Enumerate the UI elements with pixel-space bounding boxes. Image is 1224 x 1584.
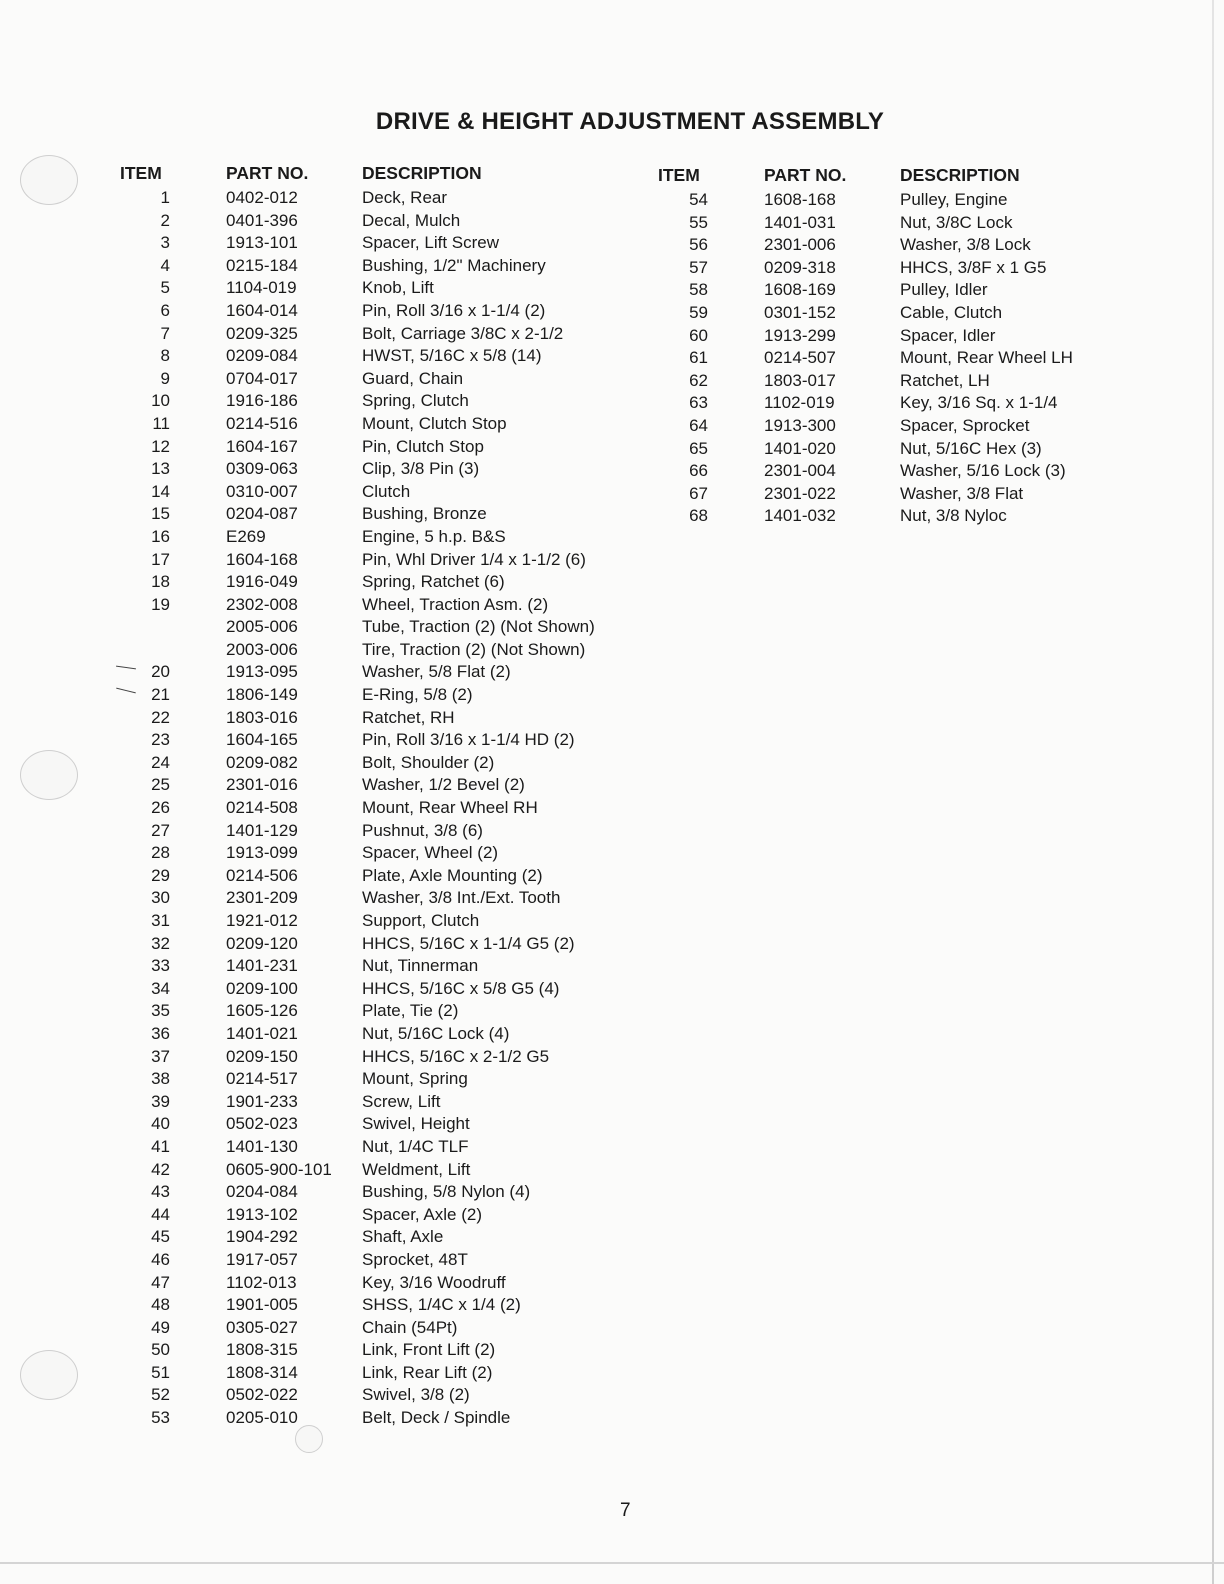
part-number: 1913-099 [226, 843, 298, 863]
table-row [120, 955, 652, 978]
table-row [120, 1272, 652, 1295]
part-number: 2003-006 [226, 639, 298, 659]
item-number: 43 [151, 1182, 170, 1202]
item-number: 26 [151, 798, 170, 818]
part-description: Key, 3/16 Sq. x 1-1/4 [900, 393, 1058, 413]
item-number: 5 [160, 278, 170, 298]
part-number: 1803-016 [226, 707, 298, 727]
part-description: Plate, Axle Mounting (2) [362, 865, 543, 885]
part-description: Nut, 3/8C Lock [900, 212, 1013, 232]
table-row [120, 1000, 652, 1023]
part-number: 1605-126 [226, 1001, 298, 1021]
table-row [658, 189, 1190, 212]
item-number: 50 [151, 1340, 170, 1360]
item-number: 17 [151, 549, 170, 569]
table-row [658, 347, 1190, 370]
page-edge [0, 1562, 1224, 1564]
item-number: 14 [151, 481, 170, 501]
table-row [120, 978, 652, 1001]
part-number: 1913-101 [226, 233, 298, 253]
table-row [120, 1249, 652, 1272]
table-row [658, 325, 1190, 348]
part-description: Tube, Traction (2) (Not Shown) [362, 617, 595, 637]
part-description: Swivel, Height [362, 1114, 470, 1134]
part-number: 1921-012 [226, 911, 298, 930]
part-number: 1604-165 [226, 730, 298, 750]
part-number: 1401-130 [226, 1136, 298, 1156]
part-description: Nut, 5/16C Lock (4) [362, 1023, 510, 1043]
table-row [120, 707, 652, 730]
table-row [658, 279, 1190, 302]
item-number: 19 [151, 594, 170, 614]
part-description: Weldment, Lift [362, 1159, 471, 1179]
part-number: 1608-168 [764, 190, 836, 209]
item-number: 8 [160, 346, 170, 366]
part-description: Screw, Lift [362, 1091, 441, 1111]
item-number: 44 [151, 1204, 170, 1224]
table-row [120, 526, 652, 549]
item-number: 37 [151, 1046, 170, 1066]
part-description: Chain (54Pt) [362, 1317, 458, 1337]
punch-hole [20, 155, 78, 205]
part-number: 0209-082 [226, 752, 298, 772]
part-description: Pin, Clutch Stop [362, 436, 484, 456]
part-no-header: PART NO. [226, 163, 309, 183]
part-number: 1104-019 [226, 278, 297, 298]
item-number [120, 616, 226, 639]
item-number: 11 [152, 413, 170, 433]
item-number: 47 [151, 1272, 170, 1292]
item-number: 13 [151, 459, 170, 479]
table-row [658, 438, 1190, 461]
part-number: 0502-023 [226, 1114, 298, 1134]
part-description: Swivel, 3/8 (2) [362, 1385, 470, 1405]
part-description: Clutch [362, 481, 411, 501]
item-number: 25 [151, 775, 170, 795]
table-row [120, 481, 652, 504]
part-description: Mount, Rear Wheel LH [900, 348, 1073, 368]
part-number: 2005-006 [226, 617, 298, 637]
part-number: 0704-017 [226, 368, 298, 388]
part-number: 0209-100 [226, 978, 298, 998]
description-header: DESCRIPTION [900, 165, 1020, 185]
item-number: 52 [151, 1385, 170, 1405]
table-row [120, 323, 652, 346]
part-description: HHCS, 5/16C x 1-1/4 G5 (2) [362, 933, 575, 953]
table-row [120, 187, 652, 210]
item-number: 20 [151, 662, 170, 682]
item-number: 54 [689, 190, 708, 209]
item-header: ITEM [658, 165, 700, 185]
part-number: 1102-013 [226, 1272, 297, 1292]
part-number: 0214-507 [764, 348, 836, 368]
part-description: Bolt, Shoulder (2) [362, 752, 495, 772]
part-description: Key, 3/16 Woodruff [362, 1272, 506, 1292]
description-header: DESCRIPTION [362, 163, 482, 183]
part-description: Bolt, Carriage 3/8C x 2-1/2 [362, 323, 564, 343]
item-number: 60 [689, 325, 708, 345]
part-number: 1401-020 [764, 438, 836, 458]
part-number: 1913-095 [226, 662, 298, 682]
table-row [120, 1068, 652, 1091]
table-row [120, 887, 652, 910]
table-row [120, 436, 652, 459]
part-description: Spring, Clutch [362, 391, 469, 411]
item-number: 6 [160, 300, 170, 320]
part-number: 1913-299 [764, 325, 836, 345]
part-description: Belt, Deck / Spindle [362, 1408, 511, 1428]
part-number: 0209-150 [226, 1046, 298, 1066]
item-number: 53 [151, 1408, 170, 1428]
part-number: 0214-516 [226, 413, 298, 433]
item-number: 48 [151, 1295, 170, 1315]
table-row [120, 503, 652, 526]
table-row [120, 1181, 652, 1204]
part-description: Spacer, Wheel (2) [362, 843, 499, 863]
item-number: 40 [151, 1114, 170, 1134]
table-row [120, 210, 652, 233]
page-title: DRIVE & HEIGHT ADJUSTMENT ASSEMBLY [375, 108, 885, 135]
table-row [120, 413, 652, 436]
table-row [120, 300, 652, 323]
table-row [120, 255, 652, 278]
part-description: Bushing, 1/2" Machinery [362, 255, 546, 275]
part-number: 1604-167 [226, 436, 298, 456]
part-number: 0215-184 [226, 255, 298, 275]
part-number: E269 [226, 526, 266, 546]
table-row [120, 1384, 652, 1407]
item-number: 45 [151, 1227, 170, 1247]
part-number: 0209-318 [764, 257, 836, 277]
part-number: 0205-010 [226, 1408, 298, 1428]
table-row [120, 729, 652, 752]
table-row [658, 302, 1190, 325]
part-number: 1806-149 [226, 685, 298, 705]
part-description: HHCS, 5/16C x 2-1/2 G5 [362, 1046, 550, 1066]
table-row [120, 1136, 652, 1159]
part-number: 0204-084 [226, 1182, 298, 1202]
item-number: 1 [160, 188, 170, 207]
table-row [120, 1113, 652, 1136]
part-number: 1401-031 [764, 212, 836, 232]
page-edge [1212, 0, 1214, 1584]
item-number: 10 [151, 391, 170, 411]
punch-hole [20, 750, 78, 800]
part-number: 1608-169 [764, 280, 836, 300]
part-description: Pin, Whl Driver 1/4 x 1-1/2 (6) [362, 549, 586, 569]
item-number: 67 [689, 483, 708, 503]
table-row [120, 774, 652, 797]
part-description: Deck, Rear [362, 188, 448, 207]
punch-hole [20, 1350, 78, 1400]
part-description: Spacer, Idler [900, 325, 996, 345]
part-description: Wheel, Traction Asm. (2) [362, 594, 549, 614]
item-number: 66 [689, 461, 708, 481]
part-number: 0214-517 [226, 1069, 298, 1089]
table-row [120, 1046, 652, 1069]
part-number: 1901-233 [226, 1091, 298, 1111]
item-number: 31 [151, 911, 170, 930]
table-row [658, 257, 1190, 280]
part-description: Spring, Ratchet (6) [362, 572, 505, 592]
part-number: 0209-120 [226, 933, 298, 953]
part-description: Washer, 5/8 Flat (2) [362, 662, 511, 682]
part-description: Nut, 3/8 Nyloc [900, 506, 1007, 526]
item-number: 56 [689, 235, 708, 255]
part-number: 2301-209 [226, 888, 298, 908]
item-number: 15 [151, 504, 170, 524]
part-description: Washer, 3/8 Int./Ext. Tooth [362, 888, 561, 908]
part-number: 0305-027 [226, 1317, 298, 1337]
item-number: 59 [689, 302, 708, 322]
table-header-row [658, 165, 1190, 189]
item-number: 49 [151, 1317, 170, 1337]
part-number: 0402-012 [226, 188, 298, 207]
part-number: 2301-022 [764, 483, 836, 503]
part-number: 0204-087 [226, 504, 298, 524]
part-description: Nut, 1/4C TLF [362, 1136, 469, 1156]
part-description: Decal, Mulch [362, 210, 461, 230]
item-number: 18 [151, 572, 170, 592]
item-number [120, 639, 226, 662]
part-description: Mount, Spring [362, 1069, 468, 1089]
part-description: Pin, Roll 3/16 x 1-1/4 (2) [362, 300, 546, 320]
item-number: 28 [151, 843, 170, 863]
part-number: 1916-049 [226, 572, 298, 592]
part-number: 2301-004 [764, 461, 836, 481]
table-row [120, 933, 652, 956]
table-row [120, 1317, 652, 1340]
item-number: 39 [151, 1091, 170, 1111]
part-description: Engine, 5 h.p. B&S [362, 526, 506, 546]
part-description: Spacer, Sprocket [900, 415, 1030, 435]
item-header: ITEM [120, 163, 162, 183]
table-row [120, 820, 652, 843]
item-number: 27 [151, 820, 170, 840]
part-number: 1916-186 [226, 391, 298, 411]
table-header-row [120, 163, 652, 187]
part-number: 0214-508 [226, 798, 298, 818]
part-description: Pushnut, 3/8 (6) [362, 820, 483, 840]
item-number: 4 [160, 255, 170, 275]
table-row [120, 1023, 652, 1046]
part-description: Nut, 5/16C Hex (3) [900, 438, 1042, 458]
table-row [120, 458, 652, 481]
part-description: Mount, Rear Wheel RH [362, 798, 538, 818]
part-description: Sprocket, 48T [362, 1249, 468, 1269]
item-number: 21 [151, 685, 170, 705]
part-description: Guard, Chain [362, 368, 464, 388]
item-number: 3 [160, 233, 170, 253]
item-number: 55 [689, 212, 708, 232]
part-description: Bushing, 5/8 Nylon (4) [362, 1182, 531, 1202]
part-number: 1808-314 [226, 1362, 298, 1382]
page-number: 7 [620, 1500, 631, 1521]
item-number: 62 [689, 370, 708, 390]
table-row [120, 571, 652, 594]
part-number: 1604-168 [226, 549, 298, 569]
part-number: 2301-006 [764, 235, 836, 255]
table-row [120, 842, 652, 865]
part-description: Nut, Tinnerman [362, 956, 479, 976]
part-description: Knob, Lift [362, 278, 434, 298]
part-description: Spacer, Lift Screw [362, 233, 500, 253]
parts-table-right [658, 165, 1190, 528]
table-row [120, 1407, 652, 1430]
part-description: HWST, 5/16C x 5/8 (14) [362, 346, 542, 366]
part-description: Washer, 1/2 Bevel (2) [362, 775, 525, 795]
item-number: 68 [689, 506, 708, 526]
item-number: 46 [151, 1249, 170, 1269]
part-number: 1401-129 [226, 820, 298, 840]
table-row [120, 1204, 652, 1227]
table-row [658, 415, 1190, 438]
parts-table-left [120, 163, 652, 1430]
part-number: 1102-019 [764, 393, 835, 413]
part-description: Plate, Tie (2) [362, 1001, 459, 1021]
part-number: 1913-300 [764, 415, 836, 435]
part-description: Tire, Traction (2) (Not Shown) [362, 639, 586, 659]
part-number: 0209-084 [226, 346, 298, 366]
part-description: Pin, Roll 3/16 x 1-1/4 HD (2) [362, 730, 575, 750]
part-description: Support, Clutch [362, 911, 480, 930]
table-row [658, 234, 1190, 257]
part-description: Shaft, Axle [362, 1227, 444, 1247]
item-number: 30 [151, 888, 170, 908]
part-number: 0401-396 [226, 210, 298, 230]
table-row [120, 1226, 652, 1249]
table-row [120, 797, 652, 820]
part-number: 1401-021 [226, 1023, 298, 1043]
part-number: 1904-292 [226, 1227, 298, 1247]
part-number: 1913-102 [226, 1204, 298, 1224]
table-row [658, 483, 1190, 506]
part-number: 0214-506 [226, 865, 298, 885]
table-row [120, 1091, 652, 1114]
table-row [658, 392, 1190, 415]
part-number: 1401-032 [764, 506, 836, 526]
item-number: 34 [151, 978, 170, 998]
table-row [120, 752, 652, 775]
item-number: 64 [689, 415, 708, 435]
item-number: 63 [689, 393, 708, 413]
table-row [658, 460, 1190, 483]
item-number: 41 [151, 1136, 170, 1156]
part-description: Spacer, Axle (2) [362, 1204, 483, 1224]
table-row [120, 865, 652, 888]
item-number: 36 [151, 1023, 170, 1043]
part-description: Cable, Clutch [900, 302, 1003, 322]
table-row [120, 639, 652, 662]
item-number: 2 [160, 210, 170, 230]
part-number: 0301-152 [764, 302, 836, 322]
part-number: 1803-017 [764, 370, 836, 390]
part-description: Pulley, Engine [900, 190, 1008, 209]
part-number: 1901-005 [226, 1295, 298, 1315]
part-number: 2301-016 [226, 775, 298, 795]
table-row [120, 390, 652, 413]
table-row [658, 505, 1190, 528]
part-number: 2302-008 [226, 594, 298, 614]
part-description: Washer, 3/8 Flat [900, 483, 1024, 503]
item-number: 32 [151, 933, 170, 953]
item-number: 42 [151, 1159, 170, 1179]
item-number: 12 [151, 436, 170, 456]
part-number: 0209-325 [226, 323, 298, 343]
item-number: 35 [151, 1001, 170, 1021]
table-row [120, 910, 652, 933]
item-number: 23 [151, 730, 170, 750]
table-row [120, 1159, 652, 1182]
item-number: 61 [689, 348, 708, 368]
part-description: Bushing, Bronze [362, 504, 487, 524]
item-number: 9 [160, 368, 170, 388]
part-description: HHCS, 3/8F x 1 G5 [900, 257, 1047, 277]
part-description: Washer, 3/8 Lock [900, 235, 1031, 255]
table-row [120, 1294, 652, 1317]
item-number: 58 [689, 280, 708, 300]
item-number: 29 [151, 865, 170, 885]
table-row [120, 232, 652, 255]
table-row [120, 345, 652, 368]
table-row [658, 212, 1190, 235]
part-number: 0309-063 [226, 459, 298, 479]
item-number: 33 [151, 956, 170, 976]
table-row [658, 370, 1190, 393]
part-description: Link, Rear Lift (2) [362, 1362, 493, 1382]
part-number: 1917-057 [226, 1249, 298, 1269]
part-number: 0605-900-101 [226, 1159, 332, 1179]
item-number: 24 [151, 752, 170, 772]
part-number: 1401-231 [226, 956, 298, 976]
table-row [120, 549, 652, 572]
part-description: SHSS, 1/4C x 1/4 (2) [362, 1295, 521, 1315]
table-row [120, 684, 652, 707]
table-row [120, 616, 652, 639]
part-description: Ratchet, LH [900, 370, 990, 390]
item-number: 65 [689, 438, 708, 458]
item-number: 16 [151, 526, 170, 546]
part-description: E-Ring, 5/8 (2) [362, 685, 473, 705]
part-description: Pulley, Idler [900, 280, 988, 300]
table-row [120, 368, 652, 391]
table-row [120, 1362, 652, 1385]
part-no-header: PART NO. [764, 165, 847, 185]
part-number: 0502-022 [226, 1385, 298, 1405]
item-number: 57 [689, 257, 708, 277]
part-number: 1808-315 [226, 1340, 298, 1360]
table-row [120, 277, 652, 300]
table-row [120, 1339, 652, 1362]
part-description: Ratchet, RH [362, 707, 455, 727]
part-number: 1604-014 [226, 300, 298, 320]
part-description: Link, Front Lift (2) [362, 1340, 496, 1360]
item-number: 7 [160, 323, 170, 343]
item-number: 38 [151, 1069, 170, 1089]
part-number: 0310-007 [226, 481, 298, 501]
item-number: 51 [151, 1362, 170, 1382]
item-number: 22 [151, 707, 170, 727]
part-description: HHCS, 5/16C x 5/8 G5 (4) [362, 978, 560, 998]
table-row [120, 594, 652, 617]
part-description: Mount, Clutch Stop [362, 413, 507, 433]
part-description: Washer, 5/16 Lock (3) [900, 461, 1066, 481]
table-row [120, 661, 652, 684]
part-description: Clip, 3/8 Pin (3) [362, 459, 480, 479]
